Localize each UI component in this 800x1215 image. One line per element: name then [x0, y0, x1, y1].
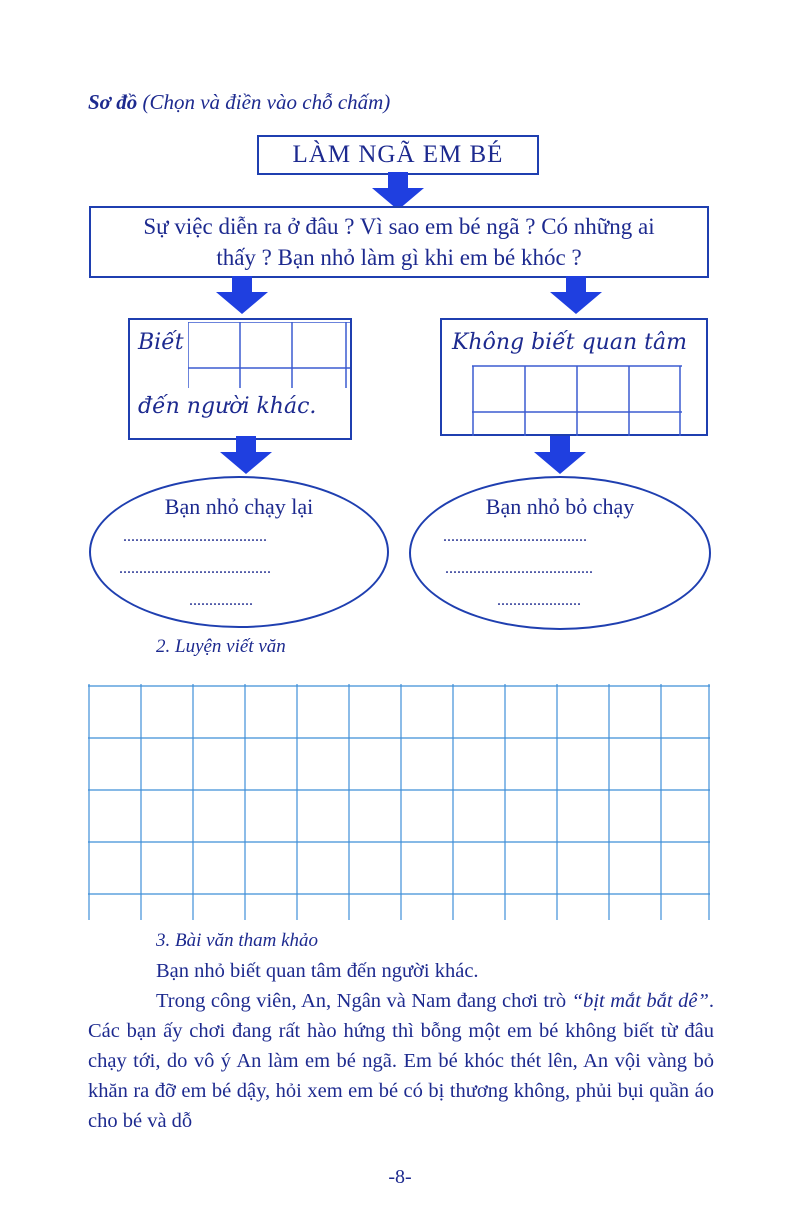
title-text: LÀM NGÃ EM BÉ [292, 141, 504, 168]
arrow-down-icon [214, 276, 270, 316]
essay-title-text: Bạn nhỏ biết quan tâm đến người khác. [156, 960, 479, 982]
right-oval-title: Bạn nhỏ bỏ chạy [485, 494, 635, 519]
right-oval-blank-2: ..................................... [445, 560, 593, 577]
essay-game-name: “bịt mắt bắt dê” [571, 990, 709, 1012]
right-oval-blank-1: .................................... [443, 528, 587, 545]
essay-paragraph [88, 986, 714, 1136]
right-oval-blank-3: ..................... [497, 592, 581, 609]
arrow-down-icon [532, 436, 588, 476]
left-oval-title: Bạn nhỏ chạy lại [164, 494, 314, 519]
left-oval-blank-3: ................ [189, 592, 253, 609]
left-box-phrase: đến người khác. [138, 394, 317, 419]
right-oval [409, 476, 711, 630]
right-writing-grid [472, 364, 682, 436]
writing-practice-grid[interactable] [88, 684, 712, 922]
question-line-1: Sự việc diễn ra ở đâu ? Vì sao em bé ngã ? Có những ai [143, 214, 655, 239]
arrow-down-icon [548, 276, 604, 316]
left-oval [89, 476, 389, 628]
left-oval-blank-1: .................................... [123, 528, 267, 545]
section-3-heading: 3. Bài văn tham khảo [156, 930, 319, 951]
arrow-down-icon [218, 436, 274, 476]
left-box-word: Biết [138, 330, 184, 355]
essay-title [88, 956, 714, 986]
right-box-phrase: Không biết quan tâm [452, 330, 687, 355]
title-box [257, 135, 539, 175]
page-number: -8- [388, 1166, 412, 1188]
heading-bold: Sơ đồ [88, 90, 138, 114]
left-oval-blank-2: ...................................... [119, 560, 271, 577]
left-box [128, 318, 352, 440]
heading-rest: (Chọn và điền vào chỗ chấm) [137, 90, 391, 114]
essay-p1-start: Trong công viên, An, Ngân và Nam đang chơi trò [156, 990, 572, 1012]
section-2-heading: 2. Luyện viết văn [156, 636, 286, 657]
question-box [89, 206, 709, 278]
left-writing-grid [188, 322, 350, 388]
diagram-heading [88, 90, 390, 115]
question-line-2: thấy ? Bạn nhỏ làm gì khi em bé khóc ? [216, 245, 582, 270]
right-box [440, 318, 708, 436]
essay-p1-rest: . Các bạn ấy chơi đang rất hào hứng thì bỗng một em bé không biết từ đâu chạy tới, do vô ý An làm em bé ngã. Em bé khóc thét lên, An vội vàng bỏ khăn ra đỡ em bé dậy, hỏi xem em bé có bị thương không, phủi bụi quần áo cho bé và dỗ [88, 990, 714, 1132]
